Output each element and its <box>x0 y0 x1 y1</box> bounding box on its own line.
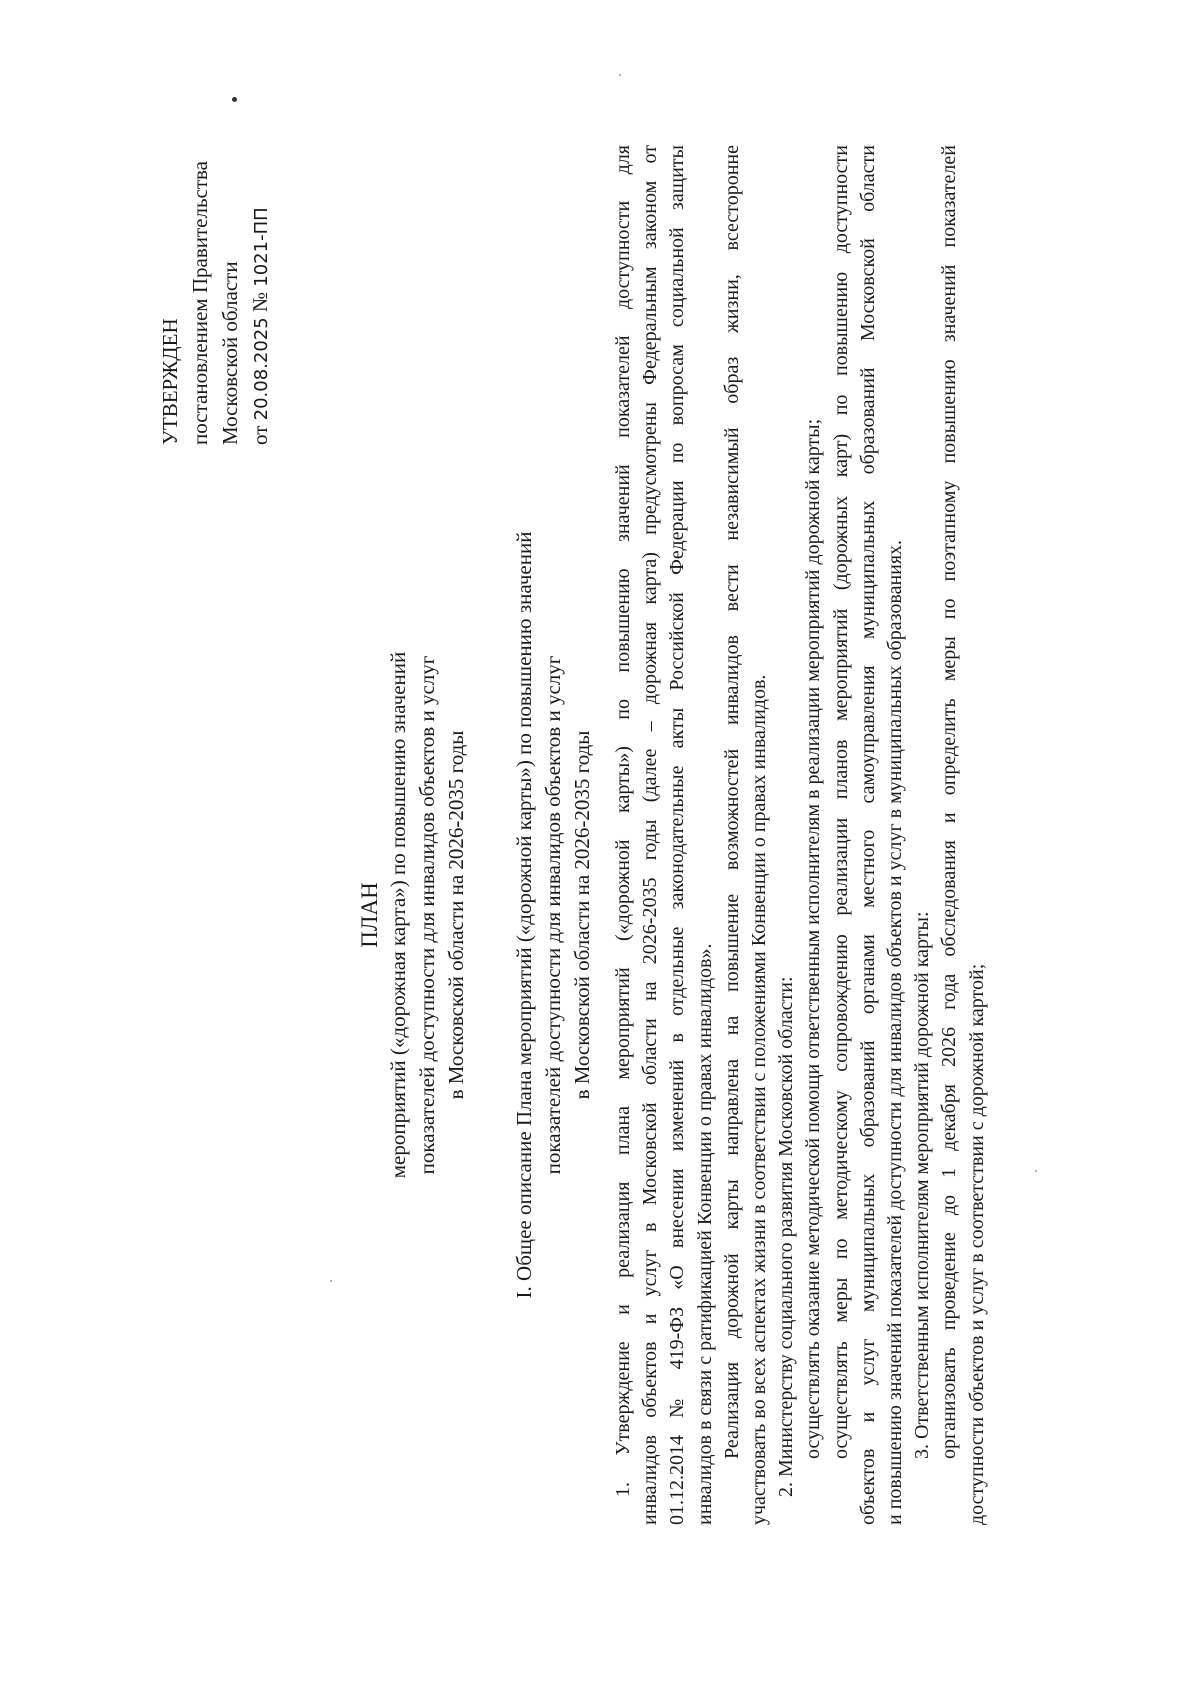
paragraph-1-line-1: 1. Утверждение и реализация плана мероприятий («дорожной карты») по повышению значений показателей доступности для <box>612 145 634 1497</box>
approval-line-2: Московской области <box>218 261 242 445</box>
title-word: ПЛАН <box>357 882 382 948</box>
scan-speck <box>619 74 621 76</box>
approval-heading: УТВЕРЖДЕН <box>158 318 182 445</box>
paragraph-5-line-2: объектов и услуг муниципальных образований органами местного самоуправления муниципальных образований Московской области <box>856 145 879 1525</box>
paragraph-3: 2. Министерству социального развития Московской области: <box>775 976 798 1497</box>
section-line-1: I. Общее описание Плана мероприятий («дорожной карты») по повышению значений <box>512 531 536 1299</box>
document-title <box>355 305 471 1525</box>
approval-stamp <box>155 161 277 445</box>
section-line-2: показателей доступности для инвалидов объектов и услуг <box>541 655 565 1175</box>
paragraph-1-line-2: инвалидов объектов и услуг в Московской области на 2026-2035 годы (далее – дорожная карта) предусмотрены Федеральным законом от <box>639 145 662 1525</box>
approval-date: 20.08.2025 <box>251 317 272 421</box>
title-line-3: в Московской области на 2026-2035 годы <box>444 730 468 1100</box>
paragraph-7-line-1: организовать проведение до 1 декабря 2026 года обследования и определить меры по поэтапному повышению значений показателей <box>938 145 961 1459</box>
approval-date-line <box>245 161 277 445</box>
document-page <box>155 145 1055 1525</box>
paragraph-6: 3. Ответственным исполнителям мероприятий дорожной карты: <box>911 911 934 1459</box>
approval-number-label: № <box>248 291 272 313</box>
paragraph-1-line-3: 01.12.2014 № 419-ФЗ «О внесении изменений в отдельные законодательные акты Российской Федерации по вопросам социальной защиты <box>666 145 689 1525</box>
paragraph-7-line-2: доступности объектов и услуг в соответствии с дорожной картой; <box>965 963 988 1525</box>
approval-date-prefix: от <box>248 425 272 445</box>
paragraph-2-line-2: участвовать во всех аспектах жизни в соответствии с положениями Конвенции о правах инвалидов. <box>748 674 771 1525</box>
title-line-1: мероприятий («дорожная карта») по повышению значений <box>386 651 410 1179</box>
paragraph-5-line-1: осуществлять меры по методическому сопровождению реализации планов мероприятий (дорожных карт) по повышению доступности <box>829 145 852 1459</box>
paragraph-5-line-3: и повышению значений показателей доступности для инвалидов объектов и услуг в муниципальных образованиях. <box>884 539 907 1525</box>
paragraph-2-line-1: Реализация дорожной карты направлена на повышение возможностей инвалидов вести независимый образ жизни, всесторонне <box>720 145 743 1459</box>
paragraph-4: осуществлять оказание методической помощи ответственным исполнителям в реализации мероприятий дорожной карты; <box>802 418 825 1459</box>
approval-line-1: постановлением Правительства <box>188 160 212 445</box>
paragraph-1-line-4: инвалидов в связи с ратификацией Конвенции о правах инвалидов». <box>693 943 716 1525</box>
approval-number: 1021-ПП <box>251 207 272 287</box>
section-line-3: в Московской области на 2026-2035 годы <box>570 730 594 1100</box>
section-heading <box>510 305 597 1525</box>
body-text <box>610 145 991 1525</box>
title-line-2: показателей доступности для инвалидов объектов и услуг <box>415 655 439 1175</box>
scan-speck <box>232 97 237 102</box>
